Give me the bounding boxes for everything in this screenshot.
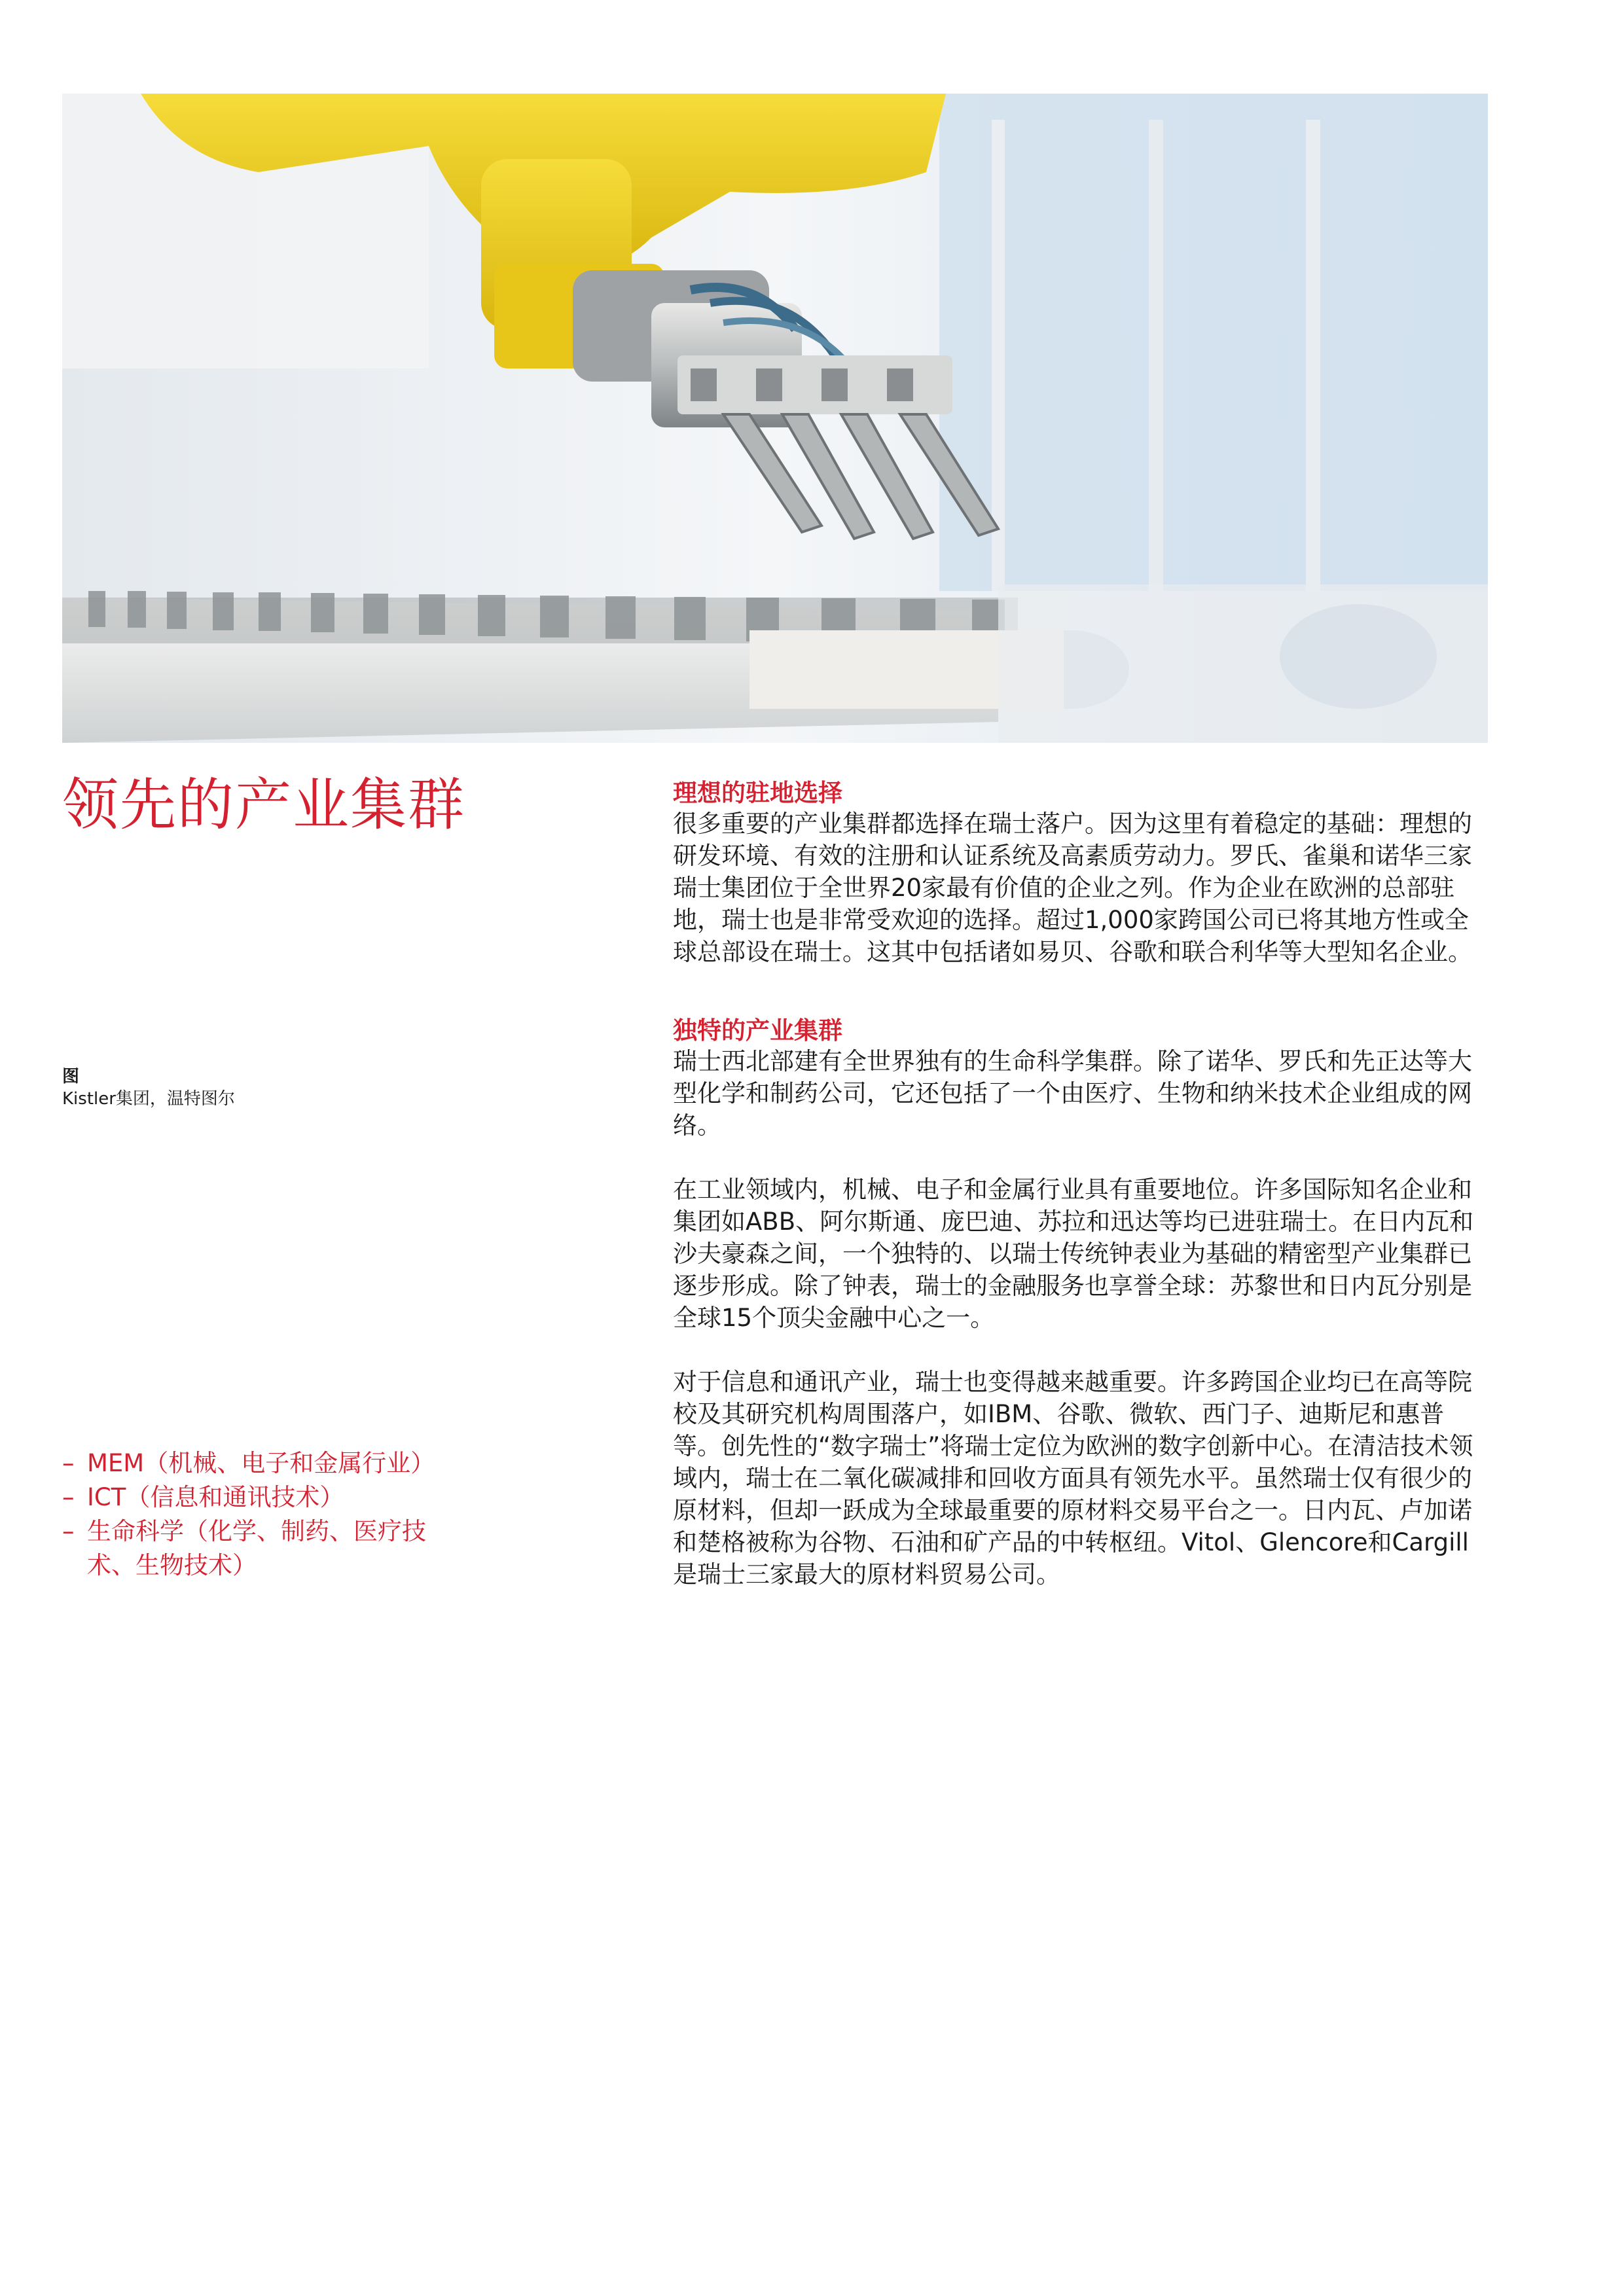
caption-head: 图	[62, 1067, 80, 1086]
list-item	[62, 1515, 429, 1583]
dash-bullet-icon: –	[62, 1517, 75, 1545]
main-content	[673, 779, 1488, 1639]
section-title: 独特的产业集群	[673, 1016, 842, 1045]
page-title: 领先的产业集群	[62, 772, 465, 838]
section-ideal-location	[673, 779, 1488, 968]
list-item	[62, 1446, 435, 1480]
dash-bullet-icon: –	[62, 1483, 75, 1511]
paragraph: 很多重要的产业集群都选择在瑞士落户。因为这里有着稳定的基础：理想的研发环境、有效的注册和认证系统及高素质劳动力。罗氏、雀巢和诺华三家瑞士集团位于全世界20家最有价值的企业之列。作为企业在欧洲的总部驻地，瑞士也是非常受欢迎的选择。超过1,000家跨国公司已将其地方性或全球总部设在瑞士。这其中包括诸如易贝、谷歌和联合利华等大型知名企业。	[673, 810, 1472, 966]
section-unique-clusters	[673, 1016, 1488, 1590]
robot-arm-illustration	[62, 94, 1488, 743]
paragraph: 在工业领域内，机械、电子和金属行业具有重要地位。许多国际知名企业和集团如ABB、阿尔斯通、庞巴迪、苏拉和迅达等均已进驻瑞士。在日内瓦和沙夫豪森之间，一个独特的、以瑞士传统钟表业为基础的精密型产业集群已逐步形成。除了钟表，瑞士的金融服务也享誉全球：苏黎世和日内瓦分别是全球15个顶尖金融中心之一。	[673, 1175, 1474, 1332]
dash-bullet-icon: –	[62, 1449, 75, 1477]
section-title: 理想的驻地选择	[673, 779, 842, 807]
paragraph: 瑞士西北部建有全世界独有的生命科学集群。除了诺华、罗氏和先正达等大型化学和制药公司，它还包括了一个由医疗、生物和纳米技术企业组成的网络。	[673, 1047, 1472, 1139]
list-item-text: ICT（信息和通讯技术）	[87, 1483, 344, 1511]
hero-photo-robot-arm	[62, 94, 1488, 743]
list-item	[62, 1480, 429, 1515]
list-item-text: MEM（机械、电子和金属行业）	[87, 1449, 435, 1477]
caption-text: Kistler集团，温特图尔	[62, 1089, 235, 1109]
paragraph: 对于信息和通讯产业，瑞士也变得越来越重要。许多跨国企业均已在高等院校及其研究机构周围落户，如IBM、谷歌、微软、西门子、迪斯尼和惠普等。创先性的“数字瑞士”将瑞士定位为欧洲的数字创新中心。在清洁技术领域内，瑞士在二氧化碳减排和回收方面具有领先水平。虽然瑞士仅有很少的原材料，但却一跃成为全球最重要的原材料交易平台之一。日内瓦、卢加诺和楚格被称为谷物、石油和矿产品的中转枢纽。Vitol、Glencore和Cargill是瑞士三家最大的原材料贸易公司。	[673, 1368, 1473, 1588]
list-item-text: 生命科学（化学、制药、医疗技术、生物技术）	[87, 1517, 426, 1579]
photo-caption	[62, 1066, 520, 1110]
industry-list	[62, 1446, 435, 1583]
